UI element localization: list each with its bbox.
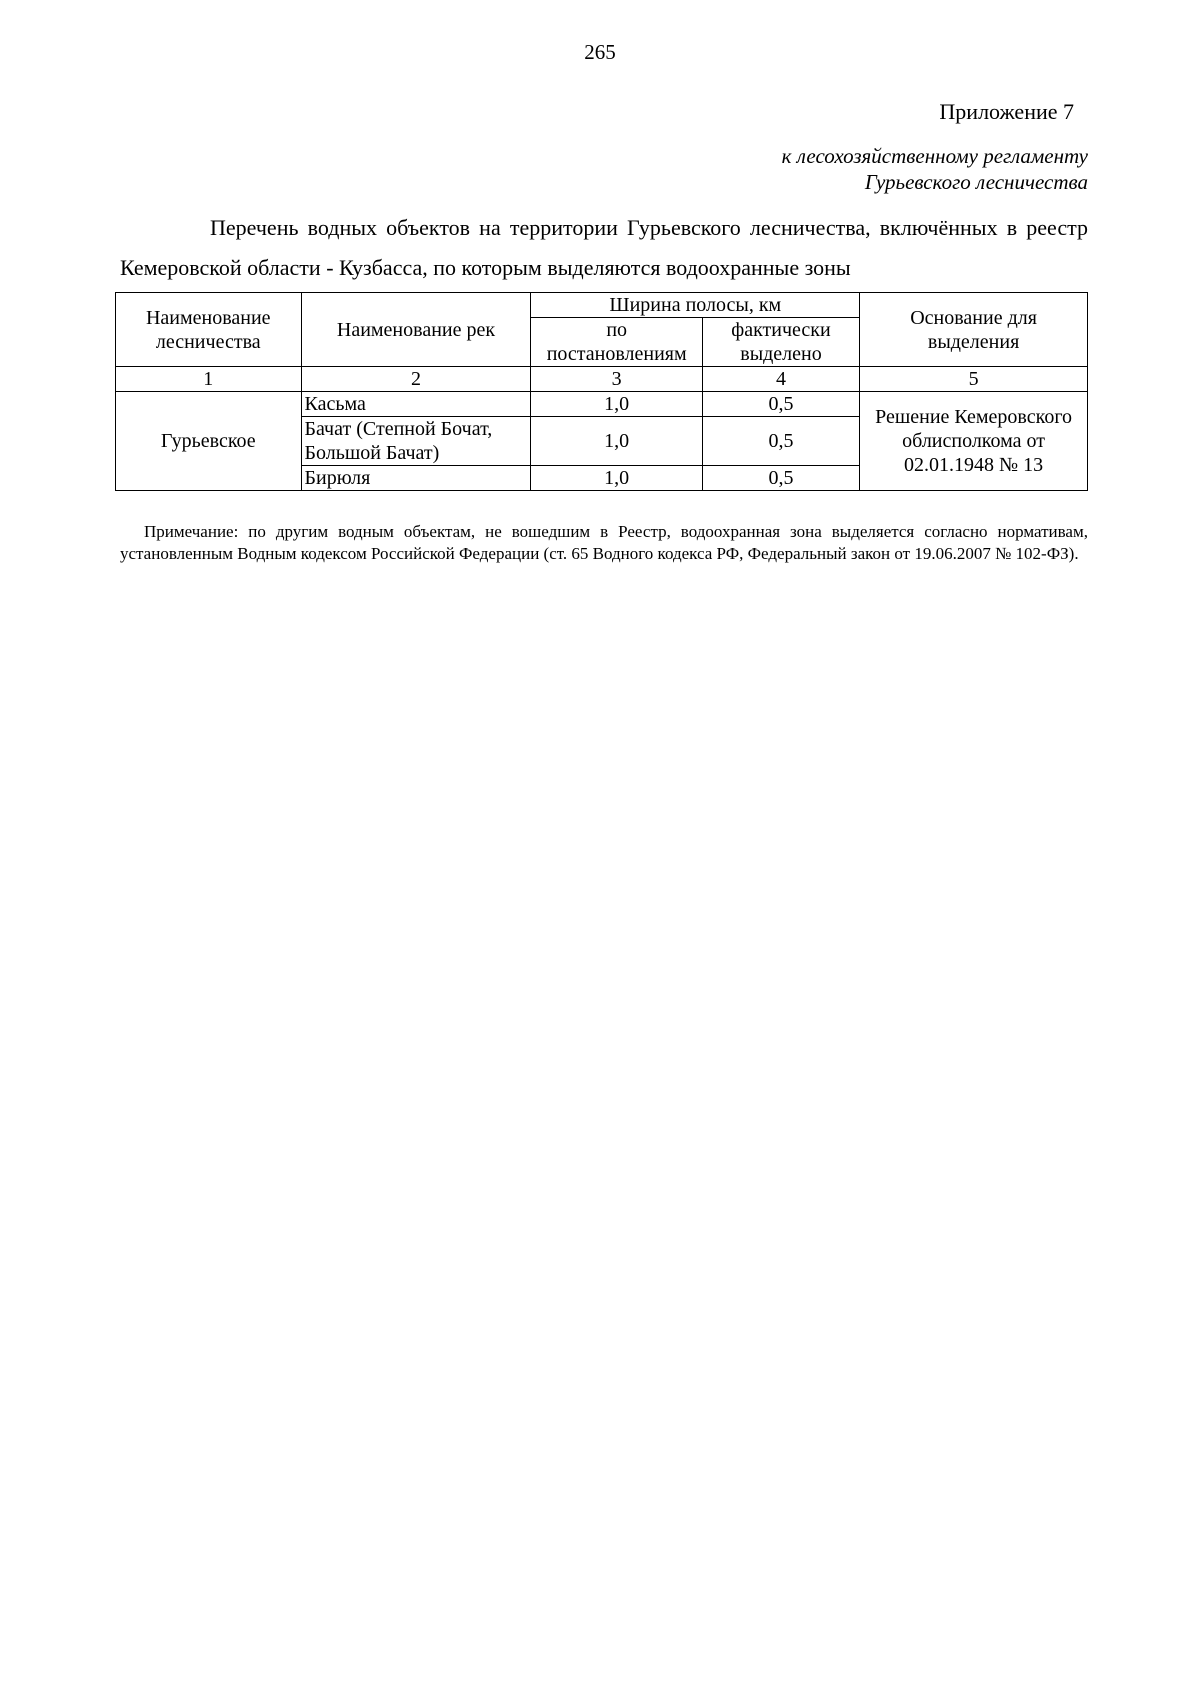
basis-cell: Решение Кемеровского облисполкома от 02.01.1948 № 13 — [860, 392, 1088, 491]
by-resolution-cell: 1,0 — [531, 466, 702, 491]
column-number: 4 — [702, 367, 859, 392]
column-number: 1 — [116, 367, 302, 392]
river-name-cell: Касьма — [301, 392, 531, 417]
forestry-name-cell: Гурьевское — [116, 392, 302, 491]
header-by-resolution: по постановлениям — [531, 318, 702, 367]
by-resolution-cell: 1,0 — [531, 392, 702, 417]
actual-cell: 0,5 — [702, 466, 859, 491]
appendix-label: Приложение 7 — [939, 99, 1074, 124]
header-forestry: Наименование лесничества — [116, 293, 302, 367]
appendix-subtitle-line2: Гурьевского лесничества — [864, 170, 1088, 194]
header-row-1 — [116, 293, 1088, 318]
water-objects-table — [115, 292, 1088, 491]
header-basis: Основание для выделения — [860, 293, 1088, 367]
river-name-cell: Бирюля — [301, 466, 531, 491]
actual-cell: 0,5 — [702, 417, 859, 466]
river-name-cell: Бачат (Степной Бочат, Большой Бачат) — [301, 417, 531, 466]
column-number: 2 — [301, 367, 531, 392]
actual-cell: 0,5 — [702, 392, 859, 417]
appendix-subtitle-line1: к лесохозяйственному регламенту — [781, 144, 1088, 168]
page-number: 265 — [584, 40, 616, 64]
header-rivers: Наименование рек — [301, 293, 531, 367]
by-resolution-cell: 1,0 — [531, 417, 702, 466]
header-actual: фактически выделено — [702, 318, 859, 367]
table-row — [116, 392, 1088, 417]
column-number: 5 — [860, 367, 1088, 392]
appendix-subtitle — [782, 143, 1088, 195]
column-numbers-row — [116, 367, 1088, 392]
footnote: Примечание: по другим водным объектам, не вошедшим в Реестр, водоохранная зона выделяется согласно нормативам, установленным Водным кодексом Российской Федерации (ст. 65 Водного кодекса РФ, Федеральный закон от 19.06.2007 № 102-ФЗ). — [120, 522, 1088, 563]
document-title: Перечень водных объектов на территории Гурьевского лесничества, включённых в реестр Кемеровской области - Кузбасса, по которым выделяются водоохранные зоны — [120, 215, 1088, 280]
header-width-group: Ширина полосы, км — [531, 293, 860, 318]
column-number: 3 — [531, 367, 702, 392]
